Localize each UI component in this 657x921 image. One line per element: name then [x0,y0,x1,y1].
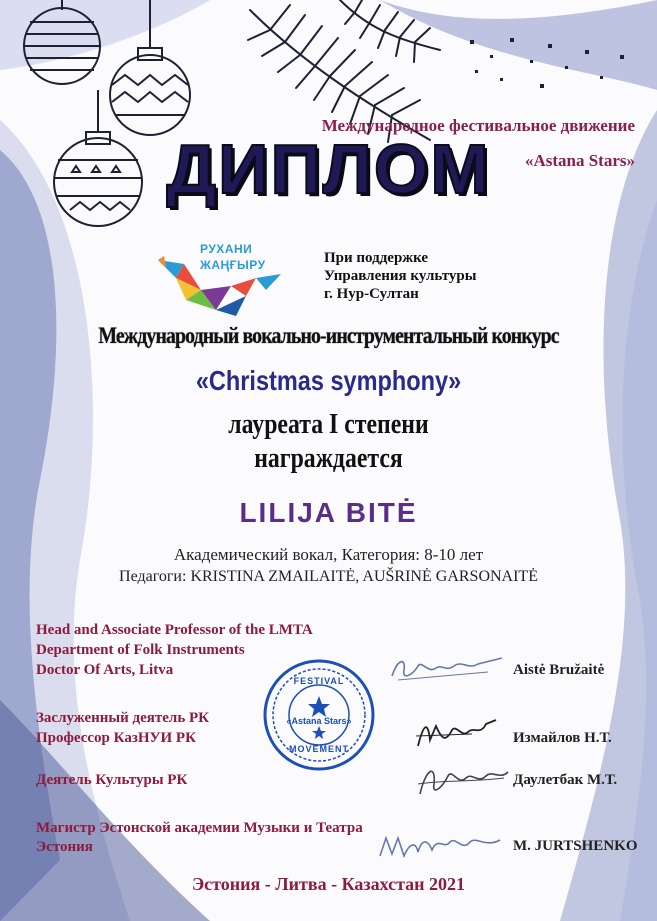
contest-subtitle: «Christmas symphony» [195,365,462,396]
teachers-line: Педагоги: KRISTINA ZMAILAITĖ, AUŠRINĖ GARSONAITĖ [119,568,538,585]
recipient-name: LILIJA BITĖ [239,497,418,528]
jury-4-title-2: Эстония [36,839,93,855]
jury-1-title-3: Doctor Of Arts, Litva [36,662,174,678]
support-line-3: г. Нур-Султан [324,286,419,302]
jury-3-name: Даулетбак М.Т. [513,772,618,788]
jury-2-name: Измайлов Н.Т. [513,730,612,746]
jury-3-title-1: Деятель Культуры РК [36,772,188,788]
category-line: Академический вокал, Категория: 8-10 лет [173,545,484,564]
footer-countries-year: Эстония - Литва - Казахстан 2021 [191,874,466,894]
signature-4 [376,828,506,864]
stamp-top-text: FESTIVAL [293,676,345,686]
logo-line-1: РУХАНИ [200,242,253,256]
rukhani-zhangyru-logo [156,238,316,318]
stamp-bottom-text: MOVEMENT [288,744,349,754]
organizer-line-2: «Astana Stars» [524,151,635,170]
jury-1-title-1: Head and Associate Professor of the LMTA [36,622,313,638]
logo-line-2: ЖАҢҒЫРУ [200,258,266,272]
organizer-line-1: Международное фестивальное движение [321,116,635,135]
jury-1-title-2: Department of Folk Instruments [36,642,245,658]
signature-3 [412,758,512,802]
award-degree: лауреата I степени [228,408,429,440]
award-awarded: награждается [254,442,403,474]
jury-2-title-2: Профессор КазНУИ РК [36,730,196,746]
diploma-title: ДИПЛОМ [166,130,491,208]
contest-name: Международный вокально-инструментальный конкурс [98,323,559,348]
jury-4-name: M. JURTSHENKO [513,838,638,854]
jury-4-title-1: Магистр Эстонской академии Музыки и Театра [36,820,363,836]
festival-stamp [262,658,376,772]
signature-1 [388,650,508,686]
signature-2 [412,716,502,756]
jury-1-name: Aistė Bružaitė [513,662,605,678]
support-line-1: При поддержке [324,250,429,266]
jury-2-title-1: Заслуженный деятель РК [36,710,210,726]
stamp-center-text: «Astana Stars» [286,716,352,726]
support-line-2: Управления культуры [324,268,477,284]
